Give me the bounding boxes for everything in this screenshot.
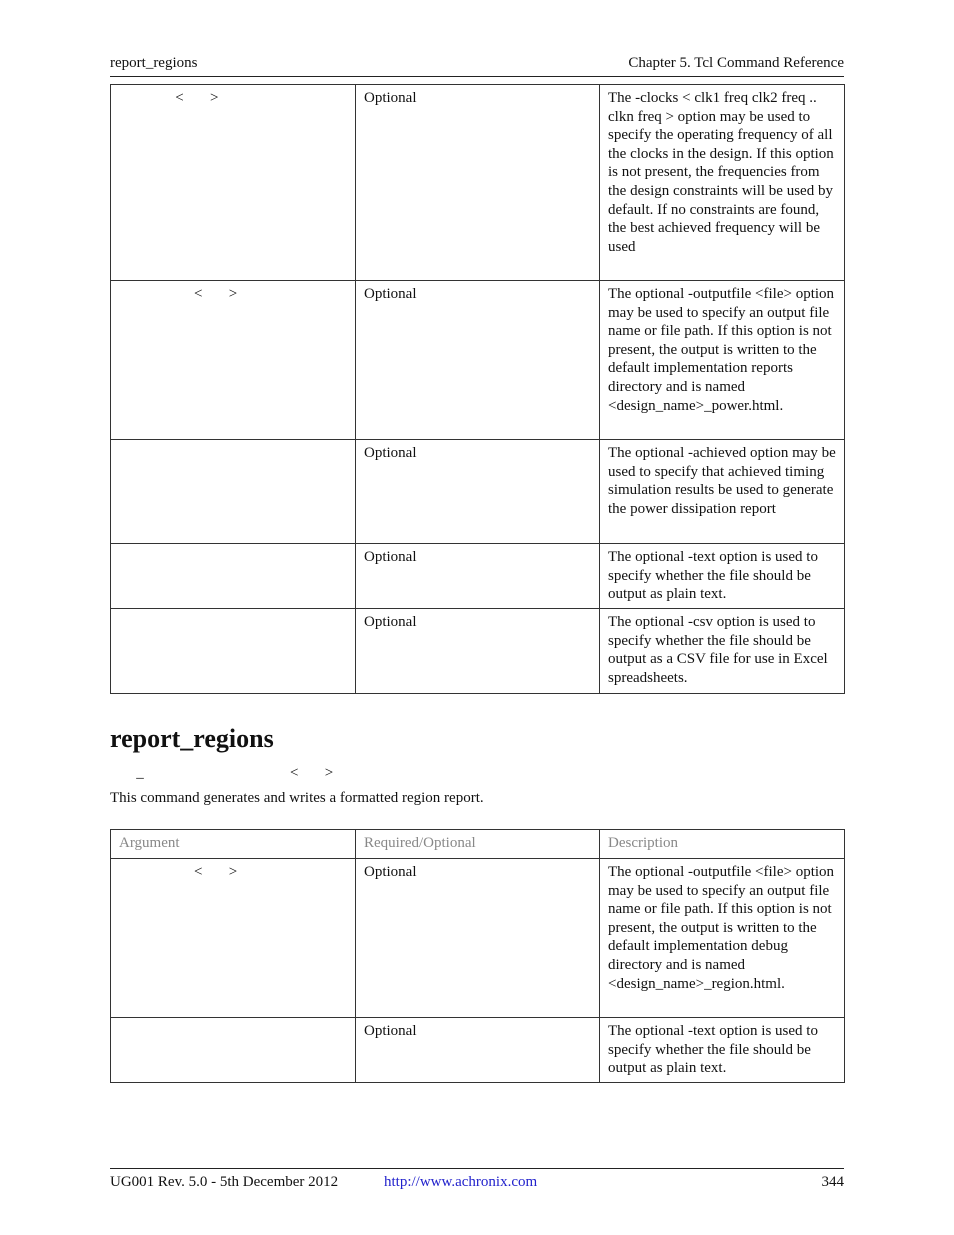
report-regions-arguments-table <box>110 829 845 1083</box>
section-title: report_regions <box>110 724 274 753</box>
description-cell: The optional -text option is used to specify whether the file should be output as plain text. <box>600 1018 845 1083</box>
page-number: 344 <box>821 1174 844 1190</box>
required-cell: Optional <box>356 859 600 1018</box>
description-cell: The optional -csv option is used to specify whether the file should be output as a CSV file for use in Excel spreadsheets. <box>600 609 845 694</box>
header-chapter-title: Chapter 5. Tcl Command Reference <box>628 55 844 71</box>
table-row <box>111 440 845 544</box>
footer-doc-revision: UG001 Rev. 5.0 - 5th December 2012 <box>110 1174 339 1190</box>
required-cell: Optional <box>356 544 600 609</box>
required-cell: Optional <box>356 609 600 694</box>
description-cell: The optional -outputfile <file> option may be used to specify an output file name or file path. If this option is not present, the output is written to the default implementation reports directory and is named <design_name>_power.html. <box>600 281 845 440</box>
description-cell: The -clocks < clk1 freq clk2 freq .. clkn freq > option may be used to specify the operating frequency of all the clocks in the design. If this option is not present, the frequencies from the design constraints will be used by default. If no constraints are found, the best achieved frequency will be used <box>600 85 845 281</box>
table-row <box>111 544 845 609</box>
table-row <box>111 281 845 440</box>
column-header-argument: Argument <box>111 830 356 859</box>
argument-cell <box>111 440 356 544</box>
header-command-name: report_regions <box>110 55 198 71</box>
table-row <box>111 859 845 1018</box>
table-row <box>111 1018 845 1083</box>
command-summary: This command generates and writes a formatted region report. <box>110 790 484 806</box>
column-header-description: Description <box>600 830 845 859</box>
required-cell: Optional <box>356 1018 600 1083</box>
page-header <box>110 54 844 77</box>
footer-website-link[interactable]: http://www.achronix.com <box>384 1174 538 1190</box>
column-header-required: Required/Optional <box>356 830 600 859</box>
table-row <box>111 85 845 281</box>
page-footer <box>110 1168 844 1195</box>
table-header-row <box>111 830 845 859</box>
required-cell: Optional <box>356 440 600 544</box>
argument-text: < > <box>119 90 219 106</box>
argument-cell <box>111 85 356 281</box>
argument-text: < > <box>119 864 238 880</box>
description-cell: The optional -achieved option may be used to specify that achieved timing simulation results be used to generate the power dissipation report <box>600 440 845 544</box>
argument-text: < > <box>119 286 238 302</box>
argument-cell <box>111 544 356 609</box>
report-power-options-table <box>110 84 845 694</box>
argument-cell <box>111 281 356 440</box>
argument-cell <box>111 859 356 1018</box>
table-row <box>111 609 845 694</box>
description-cell: The optional -text option is used to specify whether the file should be output as plain text. <box>600 544 845 609</box>
required-cell: Optional <box>356 85 600 281</box>
required-cell: Optional <box>356 281 600 440</box>
argument-cell <box>111 609 356 694</box>
command-syntax: _ < > <box>110 765 334 781</box>
argument-cell <box>111 1018 356 1083</box>
description-cell: The optional -outputfile <file> option may be used to specify an output file name or file path. If this option is not present, the output is written to the default implementation debug directory and is named <design_name>_region.html. <box>600 859 845 1018</box>
